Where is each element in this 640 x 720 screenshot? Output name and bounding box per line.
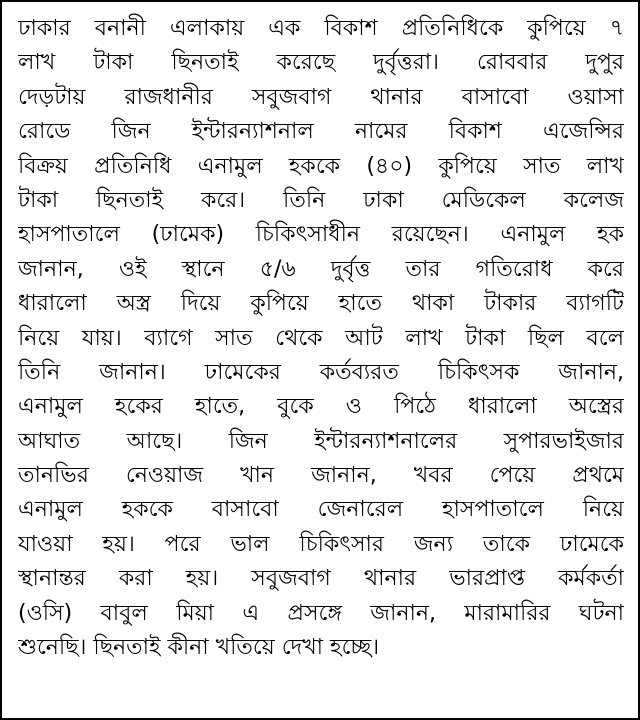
text-line-3: দেড়টায় রাজধানীর সবুজবাগ থানার বাসাবো ওয়াসা [18,84,624,110]
text-line-10: নিয়ে যায়। ব্যাগে সাত থেকে আট লাখ টাকা ছিল বলে [18,325,624,351]
text-line-18: (ওসি) বাবুল মিয়া এ প্রসঙ্গে জানান, মারামারির ঘটনা [18,600,624,626]
text-line-5: বিক্রয় প্রতিনিধি এনামুল হককে (৪০) কুপিয়ে সাত লাখ [18,153,624,179]
text-line-4: রোডে জিন ইন্টারন্যাশনাল নামের বিকাশ এজেন্সির [18,119,624,145]
text-line-14: তানভির নেওয়াজ খান জানান, খবর পেয়ে প্রথমে [18,463,624,489]
text-line-2: লাখ টাকা ছিনতাই করেছে দুর্বৃত্তরা। রোববার দুপুর [18,50,624,76]
text-line-6: টাকা ছিনতাই করে। তিনি ঢাকা মেডিকেল কলেজ [18,187,624,213]
news-article-text [18,12,624,665]
text-line-11: তিনি জানান। ঢামেকের কর্তব্যরত চিকিৎসক জানান, [18,359,624,385]
text-line-17: স্থানান্তর করা হয়। সবুজবাগ থানার ভারপ্রাপ্ত কর্মকর্তা [18,566,624,592]
text-line-16: যাওয়া হয়। পরে ভাল চিকিৎসার জন্য তাকে ঢামেকে [18,531,624,557]
text-line-9: ধারালো অস্ত্র দিয়ে কুপিয়ে হাতে থাকা টাকার ব্যাগটি [18,291,624,317]
text-line-1: ঢাকার বনানী এলাকায় এক বিকাশ প্রতিনিধিকে কুপিয়ে ৭ [18,16,624,41]
text-line-8: জানান, ওই স্থানে ৫/৬ দুর্বৃত্ত তার গতিরোধ করে [18,256,624,282]
text-line-12: এনামুল হকের হাতে, বুকে ও পিঠে ধারালো অস্ত্রের [18,394,624,420]
text-line-19: শুনেছি। ছিনতাই কীনা খতিয়ে দেখা হচ্ছে। [18,635,380,661]
text-line-13: আঘাত আছে। জিন ইন্টারন্যাশনালের সুপারভাইজার [18,428,624,454]
text-line-15: এনামুল হককে বাসাবো জেনারেল হাসপাতালে নিয়ে [18,497,624,523]
text-line-7: হাসপাতালে (ঢামেক) চিকিৎসাধীন রয়েছেন। এনামুল হক [18,222,624,248]
